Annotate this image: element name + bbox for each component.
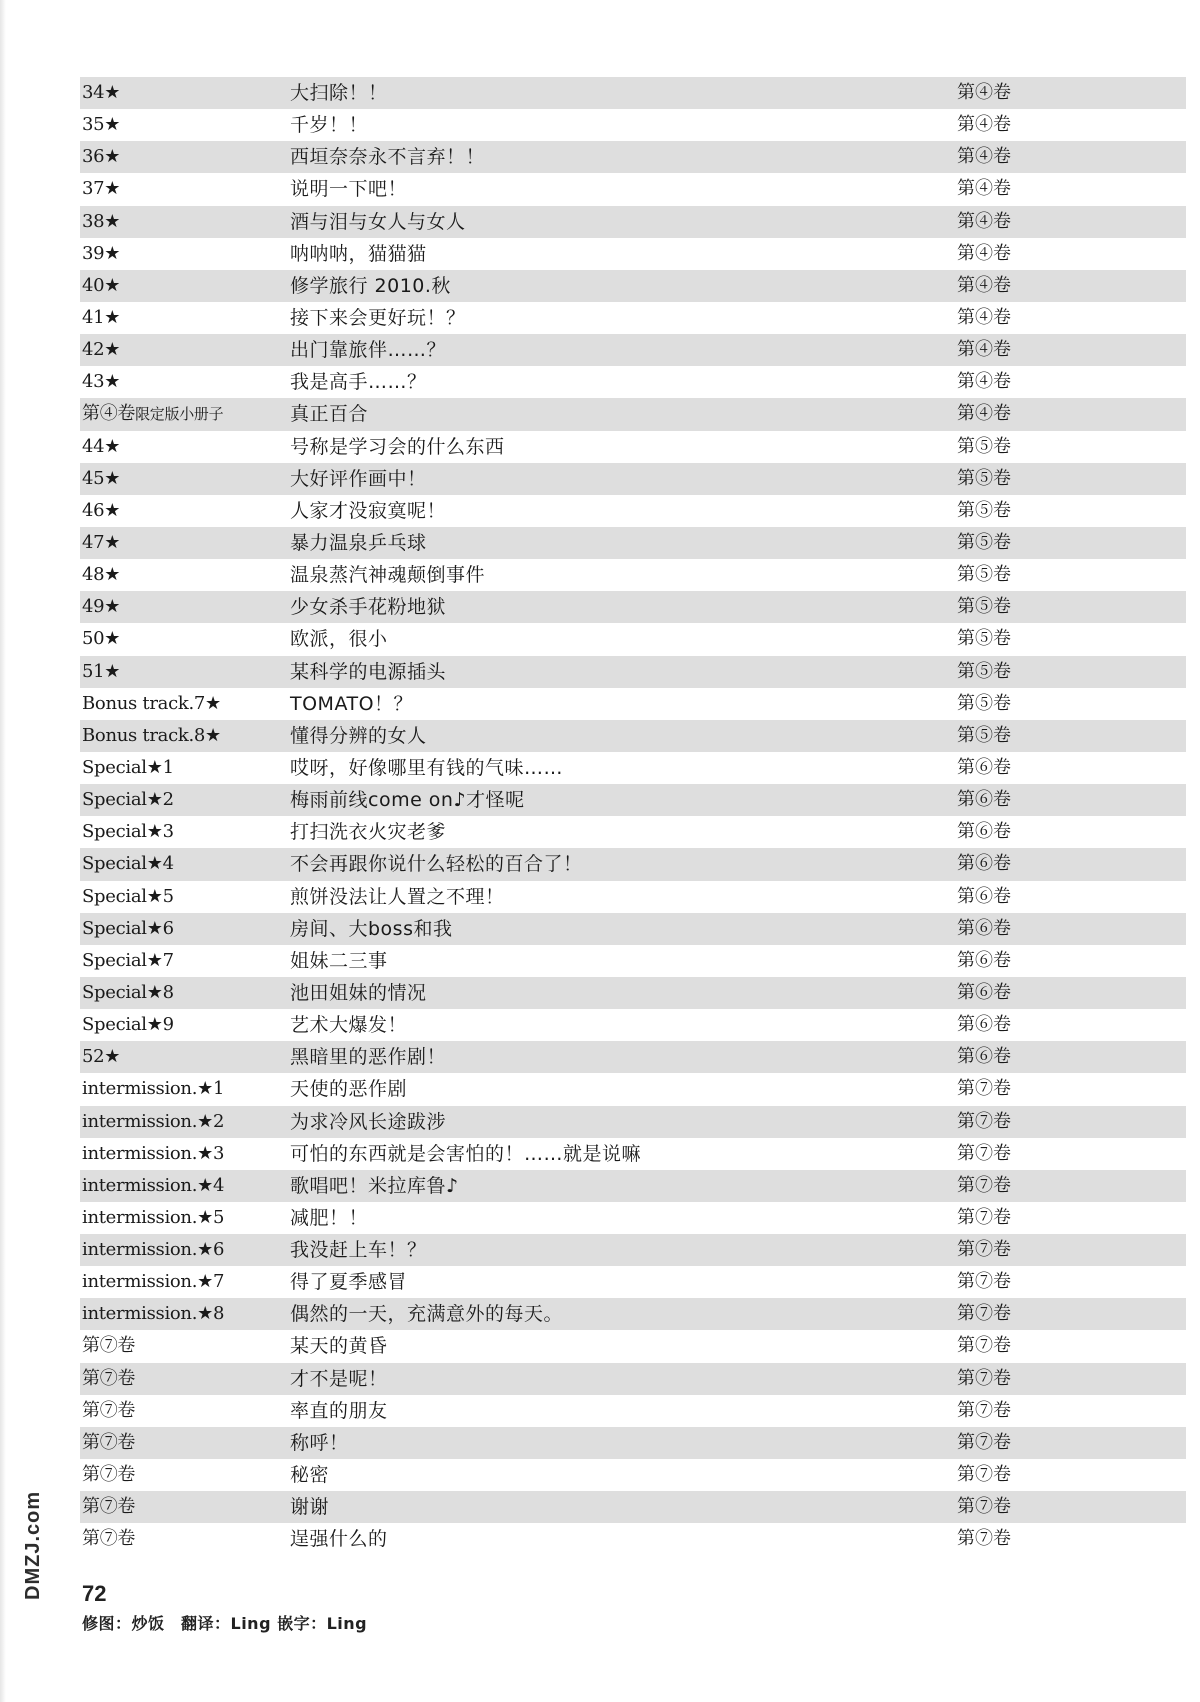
chapter-number	[82, 784, 174, 816]
chapter-number-label: intermission.★5	[82, 1206, 225, 1228]
volume-label: 第⑥卷	[957, 789, 1011, 811]
chapter-title: 酒与泪与女人与女人	[290, 210, 466, 233]
chapter-number-label: Special★4	[82, 853, 174, 875]
table-row	[80, 1234, 1186, 1266]
table-row	[80, 398, 1186, 430]
chapter-number-label: 45★	[82, 467, 121, 489]
volume-label: 第⑦卷	[957, 1142, 1011, 1164]
chapter-number-label: 50★	[82, 628, 121, 650]
chapter-number	[82, 1009, 174, 1041]
chapter-number-label: 47★	[82, 531, 121, 553]
chapter-number	[82, 1266, 224, 1298]
chapter-title: 不会再跟你说什么轻松的百合了！	[290, 853, 583, 876]
volume-label: 第④卷	[957, 403, 1011, 425]
chapter-number	[82, 977, 174, 1009]
chapter-number	[82, 881, 174, 913]
chapter-title: 梅雨前线come on♪才怪呢	[290, 789, 525, 812]
chapter-number-label: Special★9	[82, 1014, 174, 1036]
chapter-number-label: intermission.★4	[82, 1174, 225, 1196]
chapter-number	[82, 173, 120, 205]
page-number: 72	[82, 1581, 107, 1606]
chapter-number-label: intermission.★6	[82, 1239, 225, 1261]
chapter-number	[82, 559, 120, 591]
chapter-number	[82, 270, 120, 302]
volume-label: 第⑤卷	[957, 564, 1011, 586]
chapter-title: 我是高手……？	[290, 371, 427, 394]
table-row	[80, 109, 1186, 141]
table-row	[80, 1298, 1186, 1330]
chapter-title: 欧派，很小	[290, 628, 388, 651]
chapter-number-label: intermission.★1	[82, 1078, 225, 1100]
volume-label: 第④卷	[957, 82, 1011, 103]
chapter-number	[82, 1202, 224, 1234]
chapter-number	[82, 1138, 224, 1170]
volume-label: 第④卷	[957, 274, 1011, 296]
chapter-title: 可怕的东西就是会害怕的！……就是说嘛	[290, 1142, 642, 1165]
page-edge-shadow	[0, 0, 6, 1702]
table-row	[80, 495, 1186, 527]
chapter-number	[82, 945, 174, 977]
table-row	[80, 816, 1186, 848]
chapter-number	[82, 463, 120, 495]
chapter-number-label: 第⑦卷	[82, 1528, 136, 1550]
volume-label: 第⑥卷	[957, 821, 1011, 843]
site-watermark: DMZJ.com	[22, 1490, 44, 1600]
volume-label: 第④卷	[957, 146, 1011, 168]
table-row	[80, 784, 1186, 816]
volume-label: 第⑦卷	[957, 1239, 1011, 1261]
table-row	[80, 141, 1186, 173]
table-row	[80, 1395, 1186, 1427]
volume-label: 第⑤卷	[957, 724, 1011, 746]
chapter-number	[82, 527, 120, 559]
table-row	[80, 1330, 1186, 1362]
table-row	[80, 1073, 1186, 1105]
chapter-number-label: 39★	[82, 242, 121, 264]
volume-label: 第⑥卷	[957, 981, 1011, 1003]
table-row	[80, 1491, 1186, 1523]
volume-label: 第⑥卷	[957, 853, 1011, 875]
chapter-number	[82, 1427, 135, 1459]
chapter-title: 少女杀手花粉地狱	[290, 596, 447, 619]
volume-label: 第⑥卷	[957, 949, 1011, 971]
volume-label: 第⑦卷	[957, 1303, 1011, 1325]
table-row	[80, 302, 1186, 334]
chapter-title: 偶然的一天，充满意外的每天。	[290, 1303, 564, 1326]
chapter-title: 接下来会更好玩！？	[290, 306, 466, 329]
chapter-title: 说明一下吧！	[290, 178, 408, 201]
table-row	[80, 1202, 1186, 1234]
chapter-number-label: intermission.★3	[82, 1142, 225, 1164]
chapter-title: TOMATO！？	[290, 692, 414, 715]
table-row	[80, 334, 1186, 366]
chapter-number-label: 38★	[82, 210, 121, 232]
volume-label: 第⑤卷	[957, 628, 1011, 650]
chapter-title: 得了夏季感冒	[290, 1271, 408, 1294]
chapter-title: 出门靠旅伴……？	[290, 339, 447, 362]
chapter-title: 歌唱吧！米拉库鲁♪	[290, 1174, 459, 1197]
volume-label: 第⑦卷	[957, 1399, 1011, 1421]
chapter-number-extra: 限定版小册子	[135, 405, 224, 424]
table-row	[80, 720, 1186, 752]
table-row	[80, 1138, 1186, 1170]
chapter-title: 哎呀，好像哪里有钱的气味……	[290, 756, 564, 779]
chapter-number	[82, 1330, 135, 1362]
chapter-number	[82, 1523, 135, 1555]
chapter-number	[82, 1459, 135, 1491]
volume-label: 第⑦卷	[957, 1528, 1011, 1550]
volume-label: 第④卷	[957, 178, 1011, 200]
chapter-number-label: 48★	[82, 564, 121, 586]
chapter-title: 某科学的电源插头	[290, 660, 447, 683]
volume-label: 第⑦卷	[957, 1206, 1011, 1228]
chapter-title: 大扫除！！	[290, 82, 388, 104]
chapter-number	[82, 752, 174, 784]
chapter-number	[82, 1363, 135, 1395]
table-row	[80, 1266, 1186, 1298]
chapter-number-label: 36★	[82, 146, 121, 168]
chapter-number-label: 44★	[82, 435, 121, 457]
chapter-number-label: 40★	[82, 274, 121, 296]
chapter-number-label: 46★	[82, 499, 121, 521]
chapter-title: 人家才没寂寞呢！	[290, 499, 447, 522]
volume-label: 第⑦卷	[957, 1431, 1011, 1453]
chapter-title: 温泉蒸汽神魂颠倒事件	[290, 564, 486, 587]
table-row	[80, 1363, 1186, 1395]
chapter-number	[82, 398, 223, 430]
chapter-title: 打扫洗衣火灾老爹	[290, 821, 447, 844]
volume-label: 第⑦卷	[957, 1271, 1011, 1293]
volume-label: 第④卷	[957, 371, 1011, 393]
table-row	[80, 656, 1186, 688]
chapter-title: 艺术大爆发！	[290, 1014, 408, 1037]
chapter-title: 秘密	[290, 1464, 330, 1487]
chapter-title: 某天的黄昏	[290, 1335, 388, 1358]
volume-label: 第④卷	[957, 210, 1011, 232]
table-row	[80, 1459, 1186, 1491]
table-row	[80, 1523, 1186, 1555]
table-row	[80, 173, 1186, 205]
volume-label: 第⑦卷	[957, 1174, 1011, 1196]
chapter-number	[82, 1106, 224, 1138]
chapter-number-label: 49★	[82, 596, 121, 618]
volume-label: 第⑥卷	[957, 885, 1011, 907]
table-row	[80, 1106, 1186, 1138]
volume-label: 第⑦卷	[957, 1496, 1011, 1518]
chapter-title: 为求冷风长途跋涉	[290, 1110, 447, 1133]
volume-label: 第⑦卷	[957, 1464, 1011, 1486]
chapter-number-label: intermission.★8	[82, 1303, 225, 1325]
volume-label: 第④卷	[957, 339, 1011, 361]
table-row	[80, 270, 1186, 302]
volume-label: 第⑦卷	[957, 1367, 1011, 1389]
chapter-number	[82, 1491, 135, 1523]
chapter-number	[82, 141, 120, 173]
chapter-number	[82, 688, 221, 720]
table-row	[80, 752, 1186, 784]
chapter-number	[82, 913, 174, 945]
table-row	[80, 913, 1186, 945]
table-row	[80, 1427, 1186, 1459]
table-row	[80, 559, 1186, 591]
table-row	[80, 206, 1186, 238]
chapter-title: 号称是学习会的什么东西	[290, 435, 505, 458]
chapter-title: 天使的恶作剧	[290, 1078, 408, 1101]
table-row	[80, 463, 1186, 495]
chapter-title: 修学旅行 2010.秋	[290, 274, 451, 297]
chapter-number-label: 34★	[82, 82, 121, 103]
chapter-number-label: 第⑦卷	[82, 1335, 136, 1357]
chapter-title: 懂得分辨的女人	[290, 724, 427, 747]
table-row	[80, 431, 1186, 463]
volume-label: 第⑤卷	[957, 531, 1011, 553]
chapter-number-label: intermission.★7	[82, 1271, 225, 1293]
volume-label: 第⑤卷	[957, 435, 1011, 457]
chapter-number-label: 42★	[82, 339, 121, 361]
chapter-number-label: intermission.★2	[82, 1110, 225, 1132]
volume-label: 第⑦卷	[957, 1335, 1011, 1357]
chapter-number	[82, 1234, 224, 1266]
chapter-title: 池田姐妹的情况	[290, 981, 427, 1004]
chapter-number	[82, 1395, 135, 1427]
chapter-number-label: 第⑦卷	[82, 1431, 136, 1453]
table-row	[80, 1041, 1186, 1073]
volume-label: 第⑥卷	[957, 1046, 1011, 1068]
chapter-number-label: 第⑦卷	[82, 1464, 136, 1486]
table-row	[80, 623, 1186, 655]
scanlation-credits: 修图：炒饭 翻译：Ling 嵌字：Ling	[82, 1614, 368, 1633]
table-row	[80, 945, 1186, 977]
chapter-title: 暴力温泉乒乓球	[290, 531, 427, 554]
volume-label: 第④卷	[957, 114, 1011, 136]
chapter-number-label: Special★1	[82, 756, 174, 778]
chapter-number-label: 35★	[82, 114, 121, 136]
chapter-number	[82, 238, 120, 270]
volume-label: 第⑥卷	[957, 917, 1011, 939]
chapter-number-label: 第④卷	[82, 403, 136, 425]
chapter-number-label: 52★	[82, 1046, 121, 1068]
volume-label: 第⑦卷	[957, 1110, 1011, 1132]
chapter-number-label: Special★7	[82, 949, 174, 971]
chapter-title: 房间、大boss和我	[290, 917, 453, 940]
chapter-number	[82, 1170, 224, 1202]
chapter-number	[82, 591, 120, 623]
chapter-number	[82, 1041, 120, 1073]
chapter-title: 呐呐呐，猫猫猫	[290, 242, 427, 265]
table-row	[80, 238, 1186, 270]
table-row	[80, 527, 1186, 559]
table-row	[80, 366, 1186, 398]
chapter-number	[82, 656, 120, 688]
chapter-number-label: 43★	[82, 371, 121, 393]
chapter-number-label: Bonus track.7★	[82, 692, 221, 714]
chapter-title: 率直的朋友	[290, 1399, 388, 1422]
chapter-number	[82, 366, 120, 398]
chapter-number-label: Special★2	[82, 789, 174, 811]
chapter-number	[82, 206, 120, 238]
chapter-title: 逞强什么的	[290, 1528, 388, 1551]
table-row	[80, 977, 1186, 1009]
chapter-title: 黑暗里的恶作剧！	[290, 1046, 447, 1069]
volume-label: 第⑤卷	[957, 499, 1011, 521]
chapter-number	[82, 816, 174, 848]
table-row	[80, 77, 1186, 109]
chapter-title: 大好评作画中！	[290, 467, 427, 490]
volume-label: 第⑤卷	[957, 692, 1011, 714]
chapter-number	[82, 109, 120, 141]
volume-label: 第⑤卷	[957, 660, 1011, 682]
volume-label: 第⑦卷	[957, 1078, 1011, 1100]
table-row	[80, 1009, 1186, 1041]
volume-label: 第④卷	[957, 306, 1011, 328]
chapter-number-label: Special★6	[82, 917, 174, 939]
chapter-number	[82, 77, 120, 109]
chapter-title: 煎饼没法让人置之不理！	[290, 885, 505, 908]
chapter-number	[82, 1298, 224, 1330]
chapter-number	[82, 720, 221, 752]
chapter-number	[82, 334, 120, 366]
volume-label: 第⑤卷	[957, 596, 1011, 618]
chapter-title: 真正百合	[290, 403, 369, 426]
chapter-number-label: 51★	[82, 660, 121, 682]
chapter-list-table	[80, 77, 1186, 1555]
chapter-number	[82, 495, 120, 527]
chapter-number-label: Special★5	[82, 885, 174, 907]
chapter-title: 姐妹二三事	[290, 949, 388, 972]
volume-label: 第⑤卷	[957, 467, 1011, 489]
chapter-title: 谢谢	[290, 1496, 330, 1519]
chapter-number	[82, 431, 120, 463]
chapter-number-label: 37★	[82, 178, 121, 200]
chapter-number-label: 第⑦卷	[82, 1496, 136, 1518]
volume-label: 第⑥卷	[957, 1014, 1011, 1036]
chapter-number-label: 41★	[82, 306, 121, 328]
table-row	[80, 591, 1186, 623]
chapter-title: 西垣奈奈永不言弃！！	[290, 146, 486, 169]
chapter-title: 我没赶上车！？	[290, 1239, 427, 1262]
chapter-number-label: Special★8	[82, 981, 174, 1003]
chapter-title: 才不是呢！	[290, 1367, 388, 1390]
chapter-number	[82, 623, 120, 655]
volume-label: 第⑥卷	[957, 756, 1011, 778]
chapter-number-label: 第⑦卷	[82, 1399, 136, 1421]
chapter-title: 千岁！！	[290, 114, 369, 137]
chapter-number	[82, 848, 174, 880]
table-row	[80, 688, 1186, 720]
table-row	[80, 881, 1186, 913]
chapter-number	[82, 1073, 224, 1105]
table-row	[80, 1170, 1186, 1202]
chapter-number-label: Bonus track.8★	[82, 724, 221, 746]
volume-label: 第④卷	[957, 242, 1011, 264]
chapter-number	[82, 302, 120, 334]
chapter-number-label: Special★3	[82, 821, 174, 843]
table-row	[80, 848, 1186, 880]
chapter-title: 减肥！！	[290, 1206, 369, 1229]
chapter-title: 称呼！	[290, 1431, 349, 1454]
chapter-number-label: 第⑦卷	[82, 1367, 136, 1389]
